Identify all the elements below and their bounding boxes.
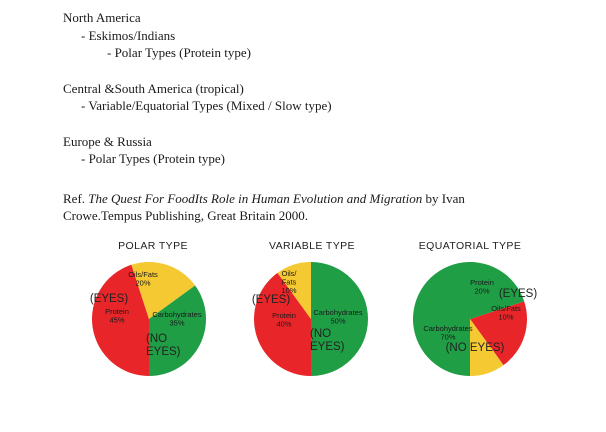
slice-label-value: 10%: [281, 286, 297, 295]
reference-prefix: Ref.: [63, 190, 89, 206]
region-item: - Polar Types (Protein type): [81, 151, 225, 166]
annotation-label: (EYES): [251, 294, 291, 306]
slice-label-name: Protein: [470, 278, 494, 287]
annotation-label: (EYES): [89, 293, 129, 305]
slice-label-name: Carbohydrates: [313, 308, 363, 317]
region-heading-europe-russia: Europe & Russia: [63, 133, 152, 149]
region-heading-central-south-america: Central &South America (tropical): [63, 80, 244, 96]
slice-label-value: 70%: [440, 332, 456, 342]
annotation-label: (EYES): [498, 288, 538, 300]
annotation-label: (NO EYES): [445, 342, 505, 354]
annotation-label: EYES): [310, 341, 345, 353]
chart-title-polar: POLAR TYPE: [118, 240, 188, 252]
slice-label-value: 40%: [276, 319, 292, 329]
annotation-label: (NO: [146, 333, 168, 345]
slice-label-value: 45%: [109, 315, 125, 325]
slice-label-value: 35%: [169, 318, 185, 328]
slice-label-value: 50%: [330, 316, 346, 326]
slice-label-name: Carbohydrates: [152, 310, 202, 319]
slice-label-name: Carbohydrates: [423, 324, 473, 333]
slice-label-name: Fats: [281, 277, 297, 287]
slice-label-name: Protein: [105, 307, 129, 316]
slice-label-name: Protein: [272, 311, 296, 320]
reference-title: The Quest For FoodIts Role in Human Evolution and Migration: [88, 190, 423, 206]
region-item: - Polar Types (Protein type): [107, 45, 251, 60]
reference-suffix: by Ivan Crowe.Tempus Publishing, Great Britain 2000.: [63, 190, 465, 223]
slice-label-name: Oils/: [281, 269, 297, 278]
slice-label-value: 20%: [474, 286, 490, 296]
slice-label-value: 20%: [135, 278, 151, 288]
chart-title-equatorial: EQUATORIAL TYPE: [418, 240, 522, 252]
slice-label-value: 10%: [498, 312, 514, 322]
slice-label-name: Oils/Fats: [128, 270, 158, 279]
region-item: - Eskimos/Indians: [81, 27, 176, 43]
annotation-label: (NO: [310, 328, 332, 340]
region-item: - Variable/Equatorial Types (Mixed / Slow type): [81, 98, 332, 113]
region-heading-north-america: North America: [63, 10, 141, 25]
annotation-label: EYES): [146, 346, 181, 358]
slice-label-name: Oils/Fats: [491, 304, 521, 313]
chart-title-variable: VARIABLE TYPE: [269, 240, 355, 252]
